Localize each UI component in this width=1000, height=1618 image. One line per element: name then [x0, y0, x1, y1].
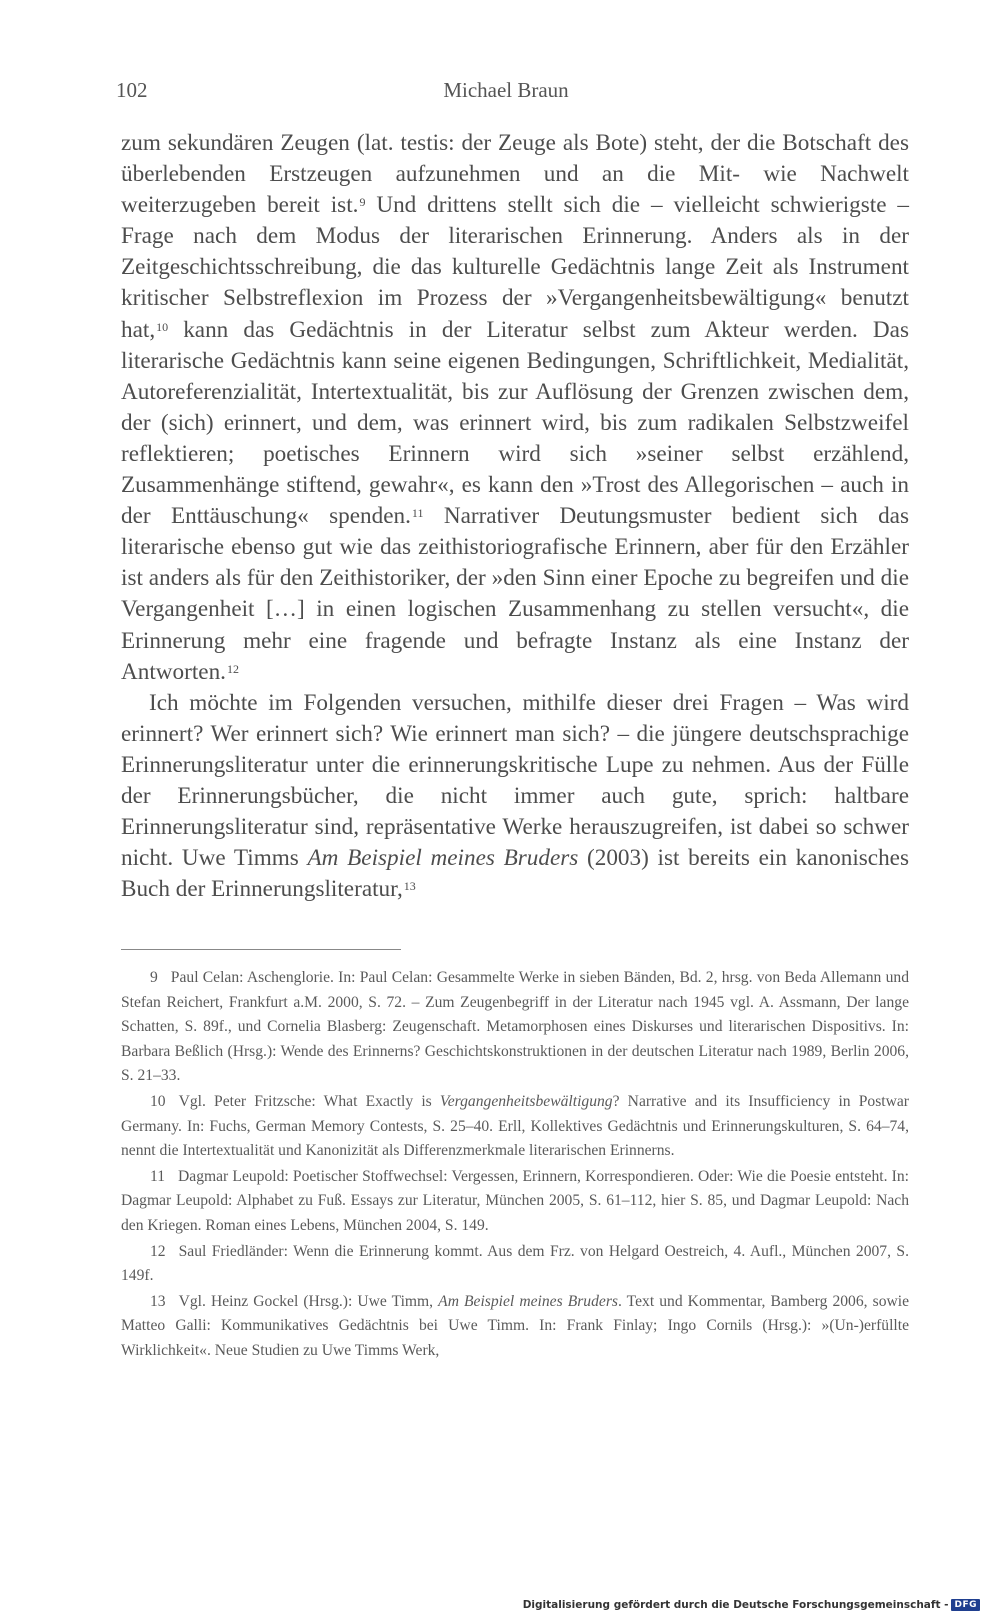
footnotes: [121, 966, 909, 1365]
footnote-italic: Vergangenheitsbewältigung: [439, 1092, 613, 1110]
main-text: [121, 128, 909, 905]
footnote-ref: 12: [226, 661, 239, 676]
footnote-text: Paul Celan: Aschenglorie. In: Paul Celan: Gesammelte Werke in sieben Bänden, Bd. 2, hrsg. von Beda Allemann und Stefan Reichert, Frankfurt a.M. 2000, S. 72. – Zum Zeugenbegriff in der Literatur nach 1945 vgl. A. Assmann, Der lange Schatten, S. 89f., und Cornelia Blasberg: Zeugenschaft. Metamorphosen eines Diskurses und literarischen Dispositivs. In: Barbara Beßlich (Hrsg.): Wende des Erinnerns? Geschichtskonstruktionen in der deutschen Literatur nach 1989, Berlin 2006, S. 21–33.: [121, 969, 909, 1085]
dfg-logo-icon: DFG: [951, 1599, 980, 1611]
running-head: Michael Braun: [443, 78, 569, 102]
footnote-text: Dagmar Leupold: Poetischer Stoffwechsel: Vergessen, Erinnern, Korrespondieren. Oder: Wie die Poesie entsteht. In: Dagmar Leupold: Alphabet zu Fuß. Essays zur Literatur, München 2005, S. 61–112, hier S. 85, und Dagmar Leupold: Nach den Kriegen. Roman eines Lebens, München 2004, S. 149.: [121, 1167, 909, 1234]
text-run: Ich möchte im Folgenden versuchen, mithilfe dieser drei Fragen – Was wird erinnert? Wer erinnert sich? Wie erinnert man sich? – die jüngere deutschsprachige Erinnerungsliteratur unter die erinnerungskritische Lupe zu nehmen. Aus der Fülle der Erinnerungsbücher, die nicht immer auch gute, sprich: haltbare Erinnerungsliteratur sind, repräsentative Werke herauszugreifen, ist dabei so schwer nicht. Uwe Timms: [121, 689, 909, 872]
footnote-text: Vgl. Heinz Gockel (Hrsg.): Uwe Timm,: [178, 1292, 439, 1310]
digitization-credit: [523, 1599, 980, 1611]
footnote-number: 11: [150, 1167, 166, 1185]
text-run: Und drittens stellt sich die – vielleicht schwierigste – Frage nach dem Modus der literarischen Erinnerung. Anders als in der Zeitgeschichtsschreibung, die das kulturelle Gedächtnis lange Zeit als Instrument kritischer Selbstreflexion im Prozess der »Vergangenheitsbewältigung« benutzt hat,: [121, 192, 909, 343]
paragraph: [121, 128, 909, 688]
page-number: 102: [116, 78, 148, 102]
footnote-number: 12: [150, 1242, 166, 1260]
footnote-text: Saul Friedländer: Wenn die Erinnerung kommt. Aus dem Frz. von Helgard Oestreich, 4. Aufl., München 2007, S. 149f.: [121, 1242, 909, 1285]
footnote-ref: 11: [411, 506, 424, 521]
text-run: Narrativer Deutungsmuster bedient sich das literarische ebenso gut wie das zeithistoriografische Erinnern, aber für den Erzähler ist anders als für den Zeithistoriker, der »den Sinn einer Epoche zu begreifen und die Vergangenheit […] in einen logischen Zusammenhang zu stellen versucht«, die Erinnerung mehr eine fragende und befragte Instanz als eine Instanz der Antworten.: [121, 503, 909, 685]
credit-text: Digitalisierung gefördert durch die Deutsche Forschungsgemeinschaft -: [522, 1599, 949, 1611]
footnote-italic: Am Beispiel meines Bruders: [438, 1292, 618, 1310]
book-title: Am Beispiel meines Bruders: [307, 845, 579, 872]
footnote-ref: 10: [156, 319, 169, 334]
footnote: [121, 1290, 909, 1364]
text-run: zum sekundären Zeugen (lat. testis: der Zeuge als Bote) steht, der die Botschaft des überlebenden Erstzeugen aufzunehmen und an die Mit- wie Nachwelt weiterzugeben bereit ist.: [121, 130, 909, 219]
footnote-ref: 9: [359, 195, 366, 210]
footnote: [121, 966, 909, 1089]
footnote: [121, 1090, 909, 1164]
paragraph: [121, 688, 909, 906]
footnote-text: Vgl. Peter Fritzsche: What Exactly is: [178, 1092, 440, 1110]
footnote-text: . Text und Kommentar, Bamberg 2006, sowie Matteo Galli: Kommunikatives Gedächtnis bei Uwe Timm. In: Frank Finlay; Ingo Cornils (Hrsg.): »(Un-)erfüllte Wirklichkeit«. Neue Studien zu Uwe Timms Werk,: [121, 1292, 910, 1359]
footnote: [121, 1165, 909, 1239]
footnote-separator: [121, 949, 401, 950]
text-run: (2003) ist bereits ein kanonisches Buch der Erinnerungsliteratur,: [121, 845, 909, 903]
footnote-number: 10: [150, 1092, 166, 1110]
footnote-text: ? Narrative and its Insufficiency in Postwar Germany. In: Fuchs, German Memory Contests, S. 25–40. Erll, Kollektives Gedächtnis und Erinnerungskulturen, S. 64–74, nennt die Intertextualität und Kanonizität als Differenzmerkmale literarischen Erinnerns.: [121, 1092, 909, 1160]
text-run: kann das Gedächtnis in der Literatur selbst zum Akteur werden. Das literarische Gedächtnis kann seine eigenen Bedingungen, Schriftlichkeit, Medialität, Autoreferenzialität, Intertextualität, bis zur Auflösung der Grenzen zwischen dem, der (sich) erinnert, und dem, was erinnert wird, bis zum radikalen Selbstzweifel reflektieren; poetisches Erinnern wird sich »seiner selbst erzählend, Zusammenhänge stiftend, gewahr«, es kann den »Trost des Allegorischen – auch in der Enttäuschung« spenden.: [121, 316, 909, 530]
footnote-number: 13: [150, 1292, 166, 1310]
footnote-ref: 13: [403, 879, 416, 894]
footnote-number: 9: [150, 969, 158, 986]
footnote: [121, 1240, 909, 1289]
